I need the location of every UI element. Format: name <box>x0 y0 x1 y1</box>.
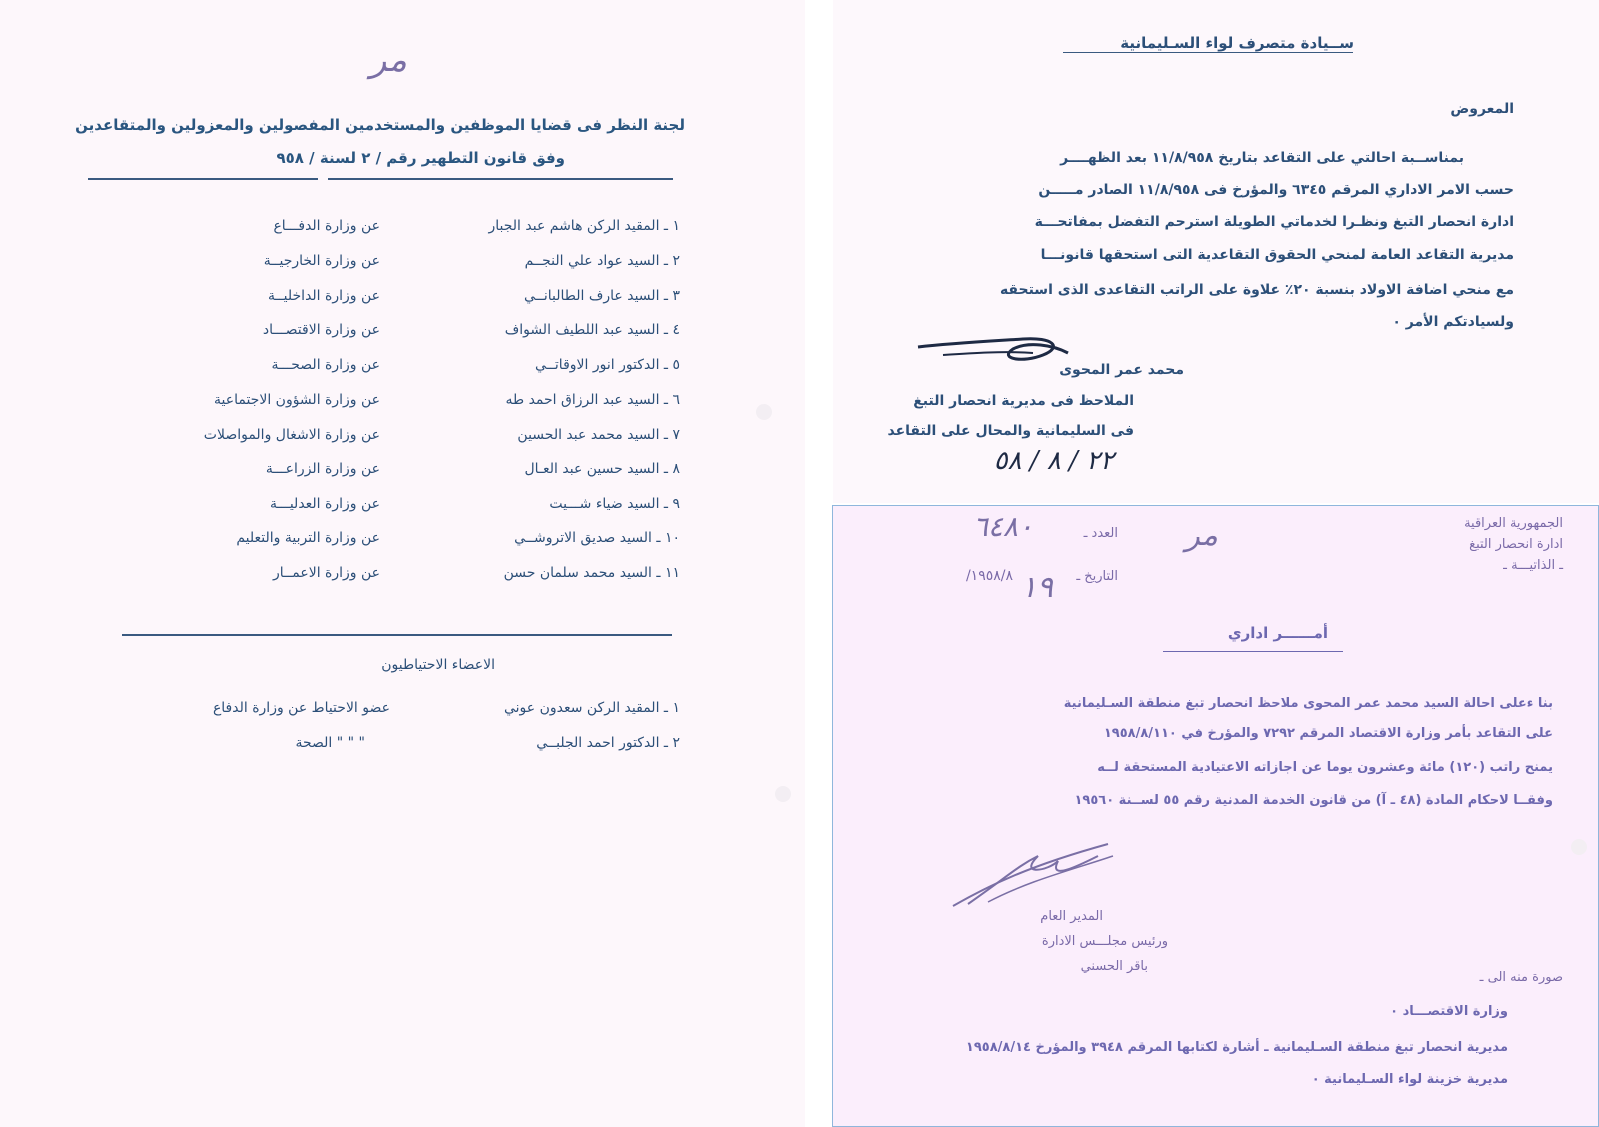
order-body-line: على التقاعد بأمر وزارة الاقتصاد المرقم ٧٢٩٢ والمؤرخ في ١٩٥٨/٨/١١٠ <box>1103 726 1553 741</box>
punch-hole <box>775 786 791 802</box>
director-title: المدير العام <box>1040 909 1103 924</box>
petition-body-line: ادارة انحصار التبغ ونظـرا لخدماتي الطويلة استرحم التفضل بمفاتحـــة <box>1034 214 1514 230</box>
reserve-row <box>0 700 805 734</box>
member-ministry: عن وزارة الزراعـــة <box>265 461 380 477</box>
member-name: ٥ ـ الدكتور انور الاوقاتــي <box>535 357 680 373</box>
order-date-value: ١٩٥٨/٨/ <box>965 568 1013 584</box>
member-row <box>0 530 805 564</box>
title-underline-right <box>328 178 673 180</box>
reserve-role: " " " الصحة <box>295 735 365 751</box>
order-body-line: يمنح راتب (١٢٠) مائة وعشرون يوما عن اجازاته الاعتيادية المستحقة لــه <box>1097 760 1553 775</box>
member-name: ٤ ـ السيد عبد اللطيف الشواف <box>504 322 680 338</box>
reserve-name: ٢ ـ الدكتور احمد الجلبــي <box>536 735 680 751</box>
director-name: باقر الحسني <box>1080 959 1148 974</box>
punch-hole <box>1571 839 1587 855</box>
member-ministry: عن وزارة الشؤون الاجتماعية <box>214 392 380 408</box>
member-row <box>0 392 805 426</box>
handwritten-date: ٢٢ / ٨ / ٥٨ <box>993 446 1114 476</box>
copy-to-label: صورة منه الى ـ <box>1479 970 1563 985</box>
member-ministry: عن وزارة الداخليــة <box>267 288 380 304</box>
member-name: ٢ ـ السيد عواد علي النجــم <box>524 253 680 269</box>
committee-title-line2: وفق قانون التطهير رقم / ٢ لسنة / ٩٥٨ <box>276 149 565 167</box>
member-ministry: عن وزارة العدليـــة <box>270 496 380 512</box>
reserve-row <box>0 735 805 769</box>
reserve-name: ١ ـ المقيد الركن سعدون عوني <box>503 700 680 716</box>
member-row <box>0 565 805 599</box>
member-row <box>0 253 805 287</box>
order-body-line: بنا ءعلى احالة السيد محمد عمر المحوى ملاحظ انحصار تبغ منطقة السـليمانية <box>1063 696 1553 711</box>
retirement-petition <box>833 0 1599 503</box>
member-name: ١١ ـ السيد محمد سلمان حسن <box>503 565 680 581</box>
member-row <box>0 427 805 461</box>
member-ministry: عن وزارة الاشغال والمواصلات <box>203 427 380 443</box>
administrative-order <box>832 505 1599 1127</box>
member-ministry: عن وزارة التربية والتعليم <box>236 530 380 546</box>
order-date-handwritten: ١٩ <box>1020 570 1053 605</box>
petition-body-line: ولسيادتكم الأمر ٠ <box>1392 314 1514 330</box>
member-row <box>0 357 805 391</box>
petition-body-line: مديرية التقاعد العامة لمنحي الحقوق التقاعدية التى استحقها قانونـــا <box>1040 247 1514 263</box>
cc-line: مديرية انحصار تبغ منطقة السـليمانية ـ أشارة لكتابها المرقم ٣٩٤٨ والمؤرخ ١٩٥٨/٨/١٤ <box>965 1040 1508 1055</box>
member-ministry: عن وزارة الصحـــة <box>271 357 380 373</box>
org-line3: ـ الذاتيـــة ـ <box>1503 558 1563 573</box>
member-ministry: عن وزارة الخارجيــة <box>263 253 380 269</box>
order-title: أمــــــر اداري <box>1227 624 1328 642</box>
signer-name: محمد عمر المحوى <box>1059 362 1184 378</box>
member-row <box>0 461 805 495</box>
member-ministry: عن وزارة الاعمــار <box>273 565 380 581</box>
title-underline-left <box>88 178 318 180</box>
member-name: ٣ ـ السيد عارف الطالبانــي <box>524 288 680 304</box>
cc-line: وزارة الاقتصـــاد ٠ <box>1390 1004 1508 1019</box>
member-name: ٩ ـ السيد ضياء شـــيت <box>549 496 680 512</box>
order-title-underline <box>1163 651 1343 652</box>
signer-title-line2: فى السليمانية والمحال على التقاعد <box>887 423 1134 439</box>
member-name: ٨ ـ السيد حسين عبد العـال <box>524 461 680 477</box>
order-number-value: ٦٤٨٠ <box>972 510 1033 543</box>
director-role: ورئيس مجلـــس الادارة <box>1041 934 1168 949</box>
petition-addressee: ســيادة متصرف لواء السـليمانية <box>1120 34 1354 52</box>
handwritten-mark: مر <box>370 40 407 80</box>
member-name: ٦ ـ السيد عبد الرزاق احمد طه <box>505 392 680 408</box>
member-row <box>0 288 805 322</box>
reserve-heading: الاعضاء الاحتياطيون <box>381 657 495 673</box>
cc-line: مديرية خزينة لواء السـليمانية ٠ <box>1311 1072 1508 1087</box>
director-signature <box>948 836 1118 916</box>
order-date-label: التاريخ ـ <box>1076 569 1118 584</box>
petition-body-line: حسب الامر الاداري المرقم ٦٣٤٥ والمؤرخ فى ١١/٨/٩٥٨ الصادر مـــــن <box>1038 182 1514 198</box>
reserve-role: عضو الاحتياط عن وزارة الدفاع <box>212 700 390 716</box>
petition-signature <box>913 325 1073 375</box>
member-ministry: عن وزارة الدفـــاع <box>273 218 380 234</box>
member-row <box>0 322 805 356</box>
org-line1: الجمهورية العراقية <box>1464 516 1563 531</box>
petition-salutation: المعروض <box>1450 101 1514 117</box>
member-ministry: عن وزارة الاقتصـــاد <box>262 322 380 338</box>
org-line2: ادارة انحصار التبغ <box>1469 537 1563 552</box>
petition-body-line: مع منحي اضافة الاولاد بنسبة ٢٠٪ علاوة على الراتب التقاعدى الذى استحقه <box>999 282 1514 298</box>
committee-title-line1: لجنة النظر فى قضايا الموظفين والمستخدمين المفصولين والمعزولين والمتقاعدين <box>75 116 685 134</box>
order-body-line: وفقــا لاحكام المادة (٤٨ ـ آ) من قانون الخدمة المدنية رقم ٥٥ لســنة ١٩٥٦٠ <box>1074 793 1553 808</box>
member-row <box>0 496 805 530</box>
petition-body-line: بمناســبة احالتي على التقاعد بتاريخ ١١/٨/٩٥٨ بعد الظهــــر <box>1060 150 1464 166</box>
punch-hole <box>756 404 772 420</box>
addressee-underline <box>1063 52 1353 53</box>
order-number-label: العدد ـ <box>1083 526 1118 541</box>
member-name: ٧ ـ السيد محمد عبد الحسين <box>517 427 680 443</box>
member-row <box>0 218 805 252</box>
member-name: ١٠ ـ السيد صديق الاتروشــي <box>514 530 680 546</box>
section-divider <box>122 634 672 636</box>
member-name: ١ ـ المقيد الركن هاشم عبد الجبار <box>488 218 680 234</box>
handwritten-mark: مر <box>1185 518 1218 553</box>
signer-title-line1: الملاحظ فى مديرية انحصار التبغ <box>913 393 1134 409</box>
